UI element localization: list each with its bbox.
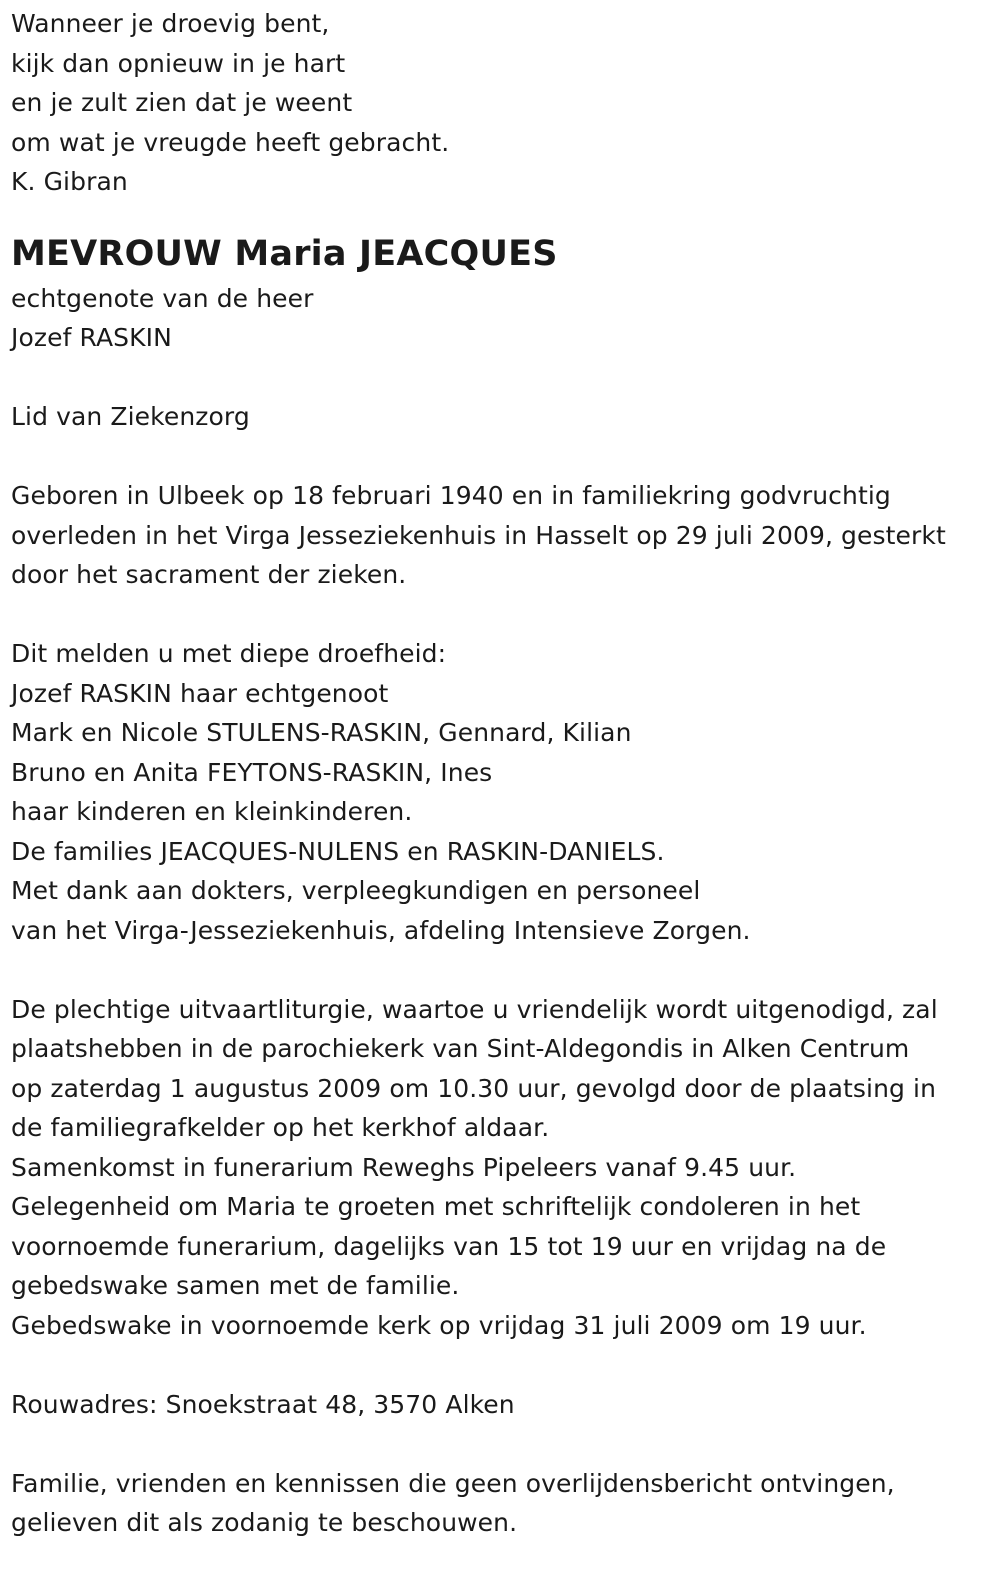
paragraph-line: Samenkomst in funerarium Reweghs Pipeleers vanaf 9.45 uur.	[11, 1152, 797, 1182]
poem-line: Wanneer je droevig bent,	[11, 9, 330, 38]
announcement-paragraph	[11, 634, 991, 950]
relation-text: echtgenote van de heer	[11, 283, 314, 313]
paragraph-line: gelieven dit als zodanig te beschouwen.	[11, 1508, 518, 1537]
spacer	[11, 358, 991, 398]
deceased-name-title: MEVROUW Maria JEACQUES	[11, 233, 558, 274]
paragraph-line: op zaterdag 1 augustus 2009 om 10.30 uur, gevolgd door de plaatsing in	[11, 1073, 937, 1103]
paragraph-line: van het Virga-Jesseziekenhuis, afdeling Intensieve Zorgen.	[11, 915, 751, 945]
paragraph-line: Dit melden u met diepe droefheid:	[11, 639, 447, 668]
paragraph-line: door het sacrament der zieken.	[11, 560, 407, 589]
birth-death-paragraph	[11, 476, 991, 595]
paragraph-line: Geboren in Ulbeek op 18 februari 1940 en in familiekring godvruchtig	[11, 481, 891, 510]
paragraph-line: haar kinderen en kleinkinderen.	[11, 797, 413, 826]
spacer	[11, 950, 991, 990]
funeral-paragraph	[11, 990, 991, 1346]
poem-author: K. Gibran	[11, 167, 128, 196]
paragraph-line: overleden in het Virga Jesseziekenhuis in Hasselt op 29 juli 2009, gesterkt	[11, 520, 946, 550]
paragraph-line: plaatshebben in de parochiekerk van Sint-Aldegondis in Alken Centrum	[11, 1034, 910, 1063]
spacer	[11, 437, 991, 477]
paragraph-line: De plechtige uitvaartliturgie, waartoe u vriendelijk wordt uitgenodigd, zal	[11, 994, 938, 1024]
poem-block	[11, 4, 991, 202]
paragraph-line: Jozef RASKIN haar echtgenoot	[11, 678, 389, 708]
closing-paragraph	[11, 1464, 991, 1543]
paragraph-line: Mark en Nicole STULENS-RASKIN, Gennard, Kilian	[11, 718, 632, 747]
spacer	[11, 1345, 991, 1385]
paragraph-line: gebedswake samen met de familie.	[11, 1271, 460, 1300]
mourning-address: Rouwadres: Snoekstraat 48, 3570 Alken	[11, 1389, 515, 1419]
poem-line: en je zult zien dat je weent	[11, 88, 353, 117]
paragraph-line: Gebedswake in voornoemde kerk op vrijdag 31 juli 2009 om 19 uur.	[11, 1310, 867, 1340]
spacer	[11, 1424, 991, 1464]
paragraph-line: voornoemde funerarium, dagelijks van 15 tot 19 uur en vrijdag na de	[11, 1231, 887, 1261]
spouse-name: Jozef RASKIN	[11, 323, 172, 352]
paragraph-line: De families JEACQUES-NULENS en RASKIN-DANIELS.	[11, 836, 665, 866]
paragraph-line: Familie, vrienden en kennissen die geen overlijdensbericht ontvingen,	[11, 1468, 895, 1498]
membership-text: Lid van Ziekenzorg	[11, 402, 250, 431]
poem-line: om wat je vreugde heeft gebracht.	[11, 127, 450, 157]
death-notice	[11, 4, 991, 1543]
paragraph-line: Met dank aan dokters, verpleegkundigen en personeel	[11, 876, 701, 905]
paragraph-line: de familiegrafkelder op het kerkhof aldaar.	[11, 1113, 550, 1142]
poem-line: kijk dan opnieuw in je hart	[11, 48, 346, 78]
spacer	[11, 595, 991, 635]
paragraph-line: Gelegenheid om Maria te groeten met schriftelijk condoleren in het	[11, 1192, 861, 1221]
relation-block	[11, 279, 991, 358]
paragraph-line: Bruno en Anita FEYTONS-RASKIN, Ines	[11, 757, 493, 787]
